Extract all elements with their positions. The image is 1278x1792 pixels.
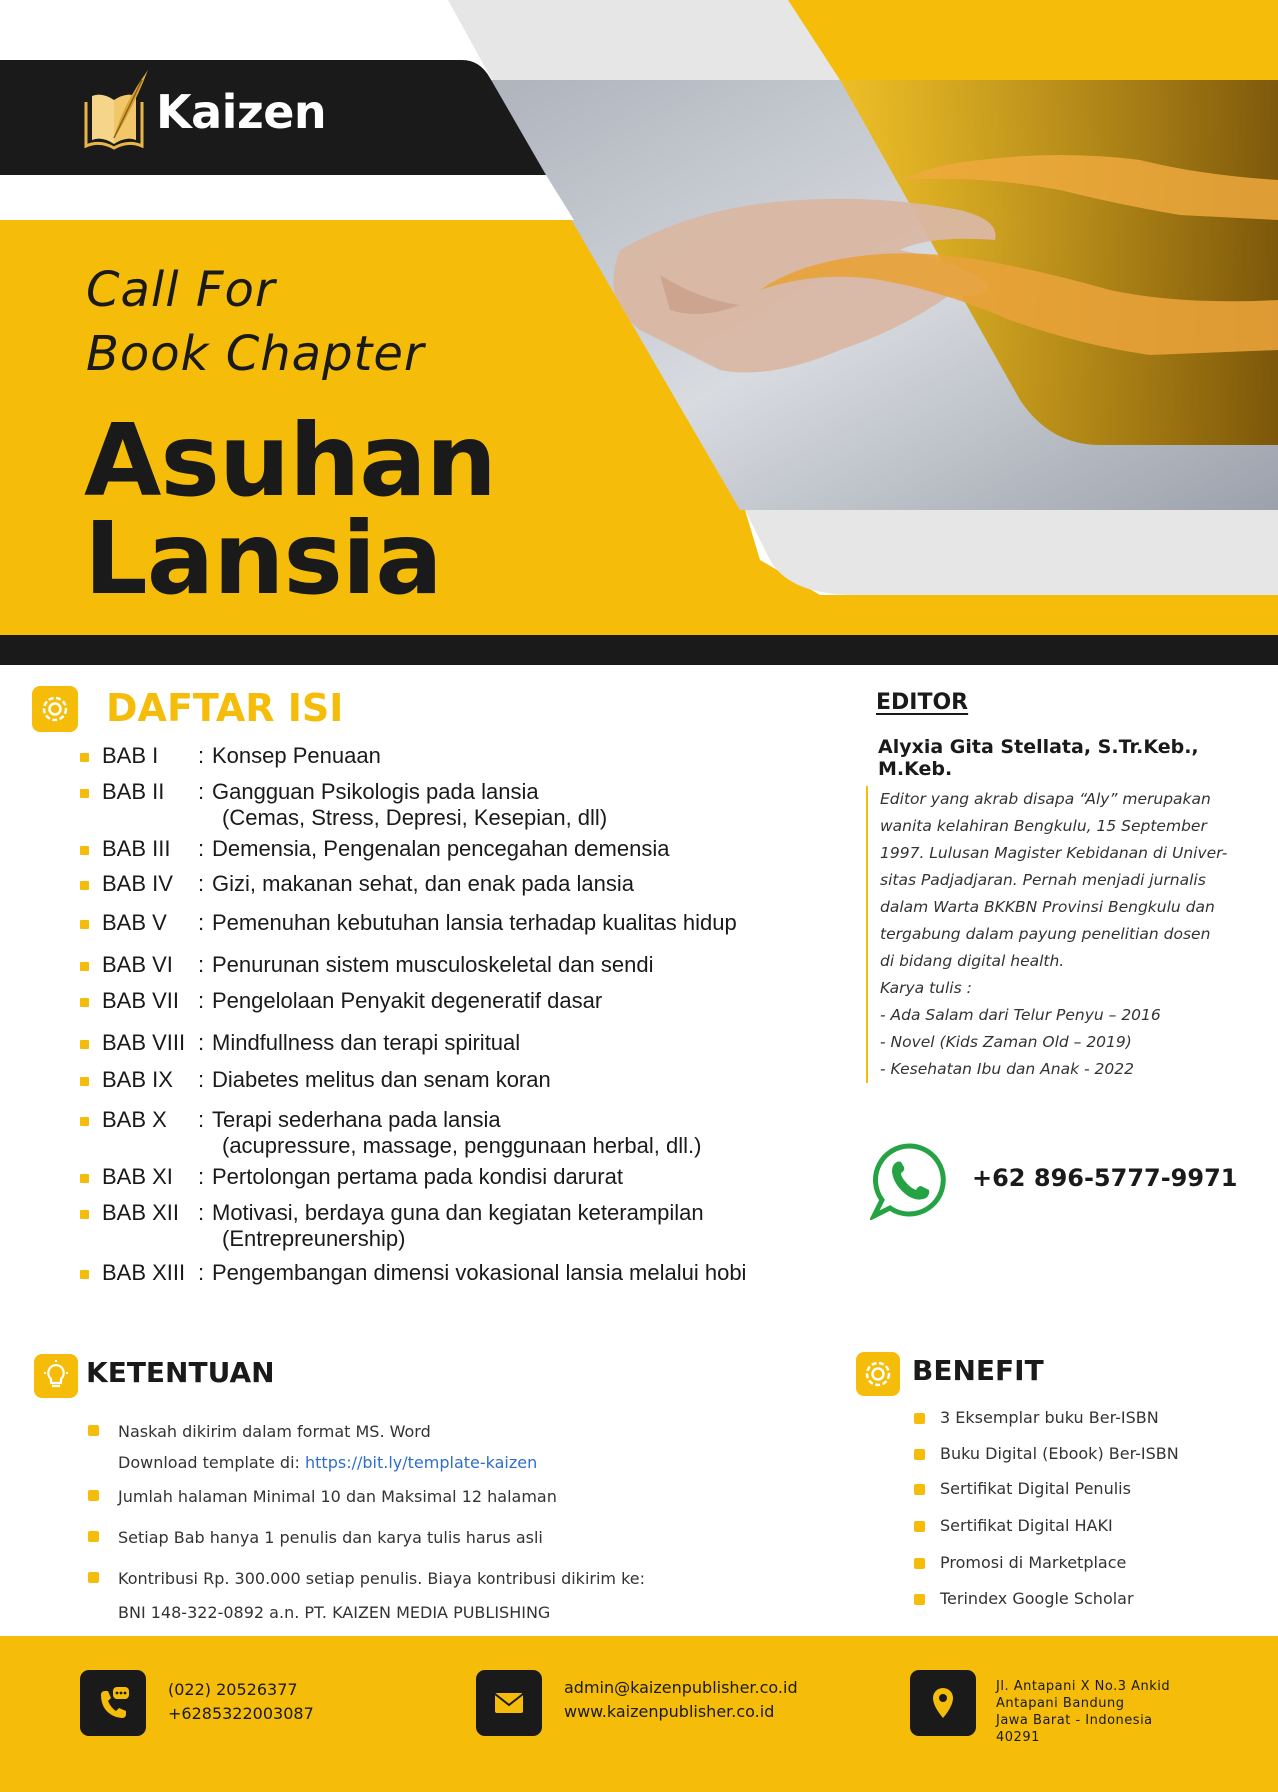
toc-text: Pengelolaan Penyakit degeneratif dasar — [212, 988, 603, 1013]
editor-bio-line: - Ada Salam dari Telur Penyu – 2016 — [880, 1006, 1161, 1024]
call-line-1: Call For — [86, 262, 276, 318]
brand-name: Kaizen — [156, 85, 327, 139]
book-quill-icon — [78, 66, 150, 152]
template-link[interactable]: https://bit.ly/template-kaizen — [305, 1453, 538, 1472]
toc-bab: BAB XI — [102, 1164, 173, 1189]
benefit-text: 3 Eksemplar buku Ber-ISBN — [940, 1408, 1159, 1427]
toc-separator: : — [198, 1030, 205, 1055]
toc-text: Konsep Penuaan — [212, 743, 381, 768]
benefit-title: BENEFIT — [912, 1354, 1044, 1387]
footer-phone-1[interactable]: (022) 20526377 — [168, 1680, 298, 1699]
toc-bab: BAB XII — [102, 1200, 180, 1225]
toc-text: Demensia, Pengenalan pencegahan demensia — [212, 836, 670, 861]
editor-name-line-1: Alyxia Gita Stellata, S.Tr.Keb., — [878, 736, 1199, 758]
bullet-icon — [914, 1521, 925, 1532]
ketentuan-text: Naskah dikirim dalam format MS. Word — [118, 1422, 431, 1441]
toc-separator: : — [198, 779, 205, 804]
bullet-icon — [80, 1117, 89, 1126]
footer-address — [996, 1678, 1170, 1746]
envelope-icon — [476, 1670, 542, 1736]
ketentuan-title: KETENTUAN — [86, 1356, 275, 1389]
toc-text: Penurunan sistem musculoskeletal dan sendi — [212, 952, 654, 977]
toc-subtext: (Entrepreunership) — [222, 1226, 406, 1251]
ketentuan-subtext-prefix: Download template di: — [118, 1453, 306, 1472]
footer-email[interactable]: admin@kaizenpublisher.co.id — [564, 1678, 798, 1697]
toc-bab: BAB III — [102, 836, 171, 861]
toc-bab: BAB XIII — [102, 1260, 186, 1285]
map-pin-icon — [910, 1670, 976, 1736]
whatsapp-icon[interactable] — [870, 1140, 950, 1220]
footer-address-line: Jawa Barat - Indonesia — [996, 1713, 1153, 1728]
bullet-icon — [80, 789, 89, 798]
lightbulb-icon — [34, 1354, 78, 1398]
toc-separator: : — [198, 836, 205, 861]
toc-separator: : — [198, 1200, 205, 1225]
call-line-2: Book Chapter — [86, 326, 425, 382]
toc-separator: : — [198, 743, 205, 768]
toc-text: Terapi sederhana pada lansia — [212, 1107, 501, 1132]
bullet-icon — [914, 1484, 925, 1495]
bullet-icon — [80, 1270, 89, 1279]
toc-subtext: (acupressure, massage, penggunaan herbal, dll.) — [222, 1133, 702, 1158]
ketentuan-text: Kontribusi Rp. 300.000 setiap penulis. Biaya kontribusi dikirim ke: — [118, 1569, 646, 1588]
toc-text: Pengembangan dimensi vokasional lansia melalui hobi — [212, 1260, 747, 1285]
bullet-icon — [80, 920, 89, 929]
toc-text: Motivasi, berdaya guna dan kegiatan keterampilan — [212, 1200, 704, 1225]
bullet-icon — [80, 846, 89, 855]
gear-icon — [32, 686, 78, 732]
toc-separator: : — [198, 1107, 205, 1132]
bullet-icon — [914, 1558, 925, 1569]
toc-bab: BAB IV — [102, 871, 173, 896]
footer-website[interactable]: www.kaizenpublisher.co.id — [564, 1702, 775, 1721]
book-title-line-2: Lansia — [84, 500, 442, 617]
toc-separator: : — [198, 871, 205, 896]
bullet-icon — [914, 1594, 925, 1605]
bullet-icon — [914, 1449, 925, 1460]
editor-bio-line: dalam Warta BKKBN Provinsi Bengkulu dan — [880, 898, 1215, 916]
editor-bio-line: 1997. Lulusan Magister Kebidanan di Univer- — [880, 844, 1228, 862]
gear-icon — [856, 1352, 900, 1396]
bullet-icon — [88, 1425, 99, 1436]
toc-bab: BAB I — [102, 743, 159, 768]
footer-address-line: Jl. Antapani X No.3 Ankid — [996, 1679, 1171, 1694]
ketentuan-subtext — [118, 1447, 537, 1478]
editor-bio — [866, 786, 1256, 1083]
toc-separator: : — [198, 1067, 205, 1092]
book-title — [84, 402, 496, 617]
bullet-icon — [914, 1413, 925, 1424]
bullet-icon — [80, 1077, 89, 1086]
hero-banner — [0, 0, 1278, 665]
editor-bio-line: sitas Padjadjaran. Pernah menjadi jurnalis — [880, 871, 1206, 889]
editor-bio-line: wanita kelahiran Bengkulu, 15 September — [880, 817, 1207, 835]
footer-address-line: 40291 — [996, 1730, 1040, 1745]
benefit-text: Promosi di Marketplace — [940, 1553, 1127, 1572]
editor-heading: EDITOR — [876, 690, 969, 715]
toc-bab: BAB VI — [102, 952, 173, 977]
brand-logo — [78, 66, 326, 152]
bullet-icon — [80, 998, 89, 1007]
bullet-icon — [88, 1490, 99, 1501]
benefit-text: Terindex Google Scholar — [940, 1589, 1134, 1608]
toc-title: DAFTAR ISI — [106, 686, 344, 730]
benefit-text: Sertifikat Digital HAKI — [940, 1516, 1113, 1535]
bullet-icon — [80, 1210, 89, 1219]
bullet-icon — [80, 881, 89, 890]
toc-bab: BAB II — [102, 779, 165, 804]
footer-phones — [168, 1678, 314, 1726]
benefit-text: Sertifikat Digital Penulis — [940, 1479, 1131, 1498]
phone-chat-icon — [80, 1670, 146, 1736]
bullet-icon — [80, 1040, 89, 1049]
footer-contacts — [564, 1676, 798, 1724]
toc-separator: : — [198, 988, 205, 1013]
toc-bab: BAB VII — [102, 988, 180, 1013]
ketentuan-text: Jumlah halaman Minimal 10 dan Maksimal 12 halaman — [118, 1487, 557, 1506]
editor-bio-line: Karya tulis : — [880, 979, 972, 997]
toc-subtext: (Cemas, Stress, Depresi, Kesepian, dll) — [222, 805, 608, 830]
toc-separator: : — [198, 1260, 205, 1285]
editor-bio-line: - Kesehatan Ibu dan Anak - 2022 — [880, 1060, 1134, 1078]
book-title-line-1: Asuhan — [84, 402, 496, 519]
benefit-text: Buku Digital (Ebook) Ber-ISBN — [940, 1444, 1179, 1463]
footer — [0, 1636, 1278, 1792]
editor-bio-line: di bidang digital health. — [880, 952, 1065, 970]
toc-bab: BAB VIII — [102, 1030, 186, 1055]
toc-bab: BAB IX — [102, 1067, 173, 1092]
toc-text: Pertolongan pertama pada kondisi darurat — [212, 1164, 623, 1189]
footer-address-line: Antapani Bandung — [996, 1696, 1125, 1711]
toc-separator: : — [198, 952, 205, 977]
editor-bio-line: tergabung dalam payung penelitian dosen — [880, 925, 1211, 943]
editor-bio-line: - Novel (Kids Zaman Old – 2019) — [880, 1033, 1132, 1051]
toc-bab: BAB X — [102, 1107, 167, 1132]
ketentuan-subtext: BNI 148-322-0892 a.n. PT. KAIZEN MEDIA PUBLISHING — [118, 1603, 551, 1622]
call-for-heading — [86, 258, 425, 386]
toc-separator: : — [198, 910, 205, 935]
editor-name — [878, 736, 1218, 780]
toc-separator: : — [198, 1164, 205, 1189]
toc-text: Gangguan Psikologis pada lansia — [212, 779, 539, 804]
bullet-icon — [88, 1572, 99, 1583]
bullet-icon — [80, 1174, 89, 1183]
toc-text: Mindfullness dan terapi spiritual — [212, 1030, 521, 1055]
toc-bab: BAB V — [102, 910, 167, 935]
toc-text: Pemenuhan kebutuhan lansia terhadap kualitas hidup — [212, 910, 737, 935]
bullet-icon — [80, 962, 89, 971]
whatsapp-phone[interactable]: +62 896-5777-9971 — [972, 1164, 1238, 1192]
toc-text: Gizi, makanan sehat, dan enak pada lansia — [212, 871, 634, 896]
bullet-icon — [88, 1531, 99, 1542]
editor-bio-line: Editor yang akrab disapa “Aly” merupakan — [880, 790, 1211, 808]
editor-name-line-2: M.Keb. — [878, 758, 953, 780]
bullet-icon — [80, 753, 89, 762]
toc-text: Diabetes melitus dan senam koran — [212, 1067, 551, 1092]
ketentuan-text: Setiap Bab hanya 1 penulis dan karya tulis harus asli — [118, 1528, 543, 1547]
footer-phone-2[interactable]: +6285322003087 — [168, 1704, 314, 1723]
